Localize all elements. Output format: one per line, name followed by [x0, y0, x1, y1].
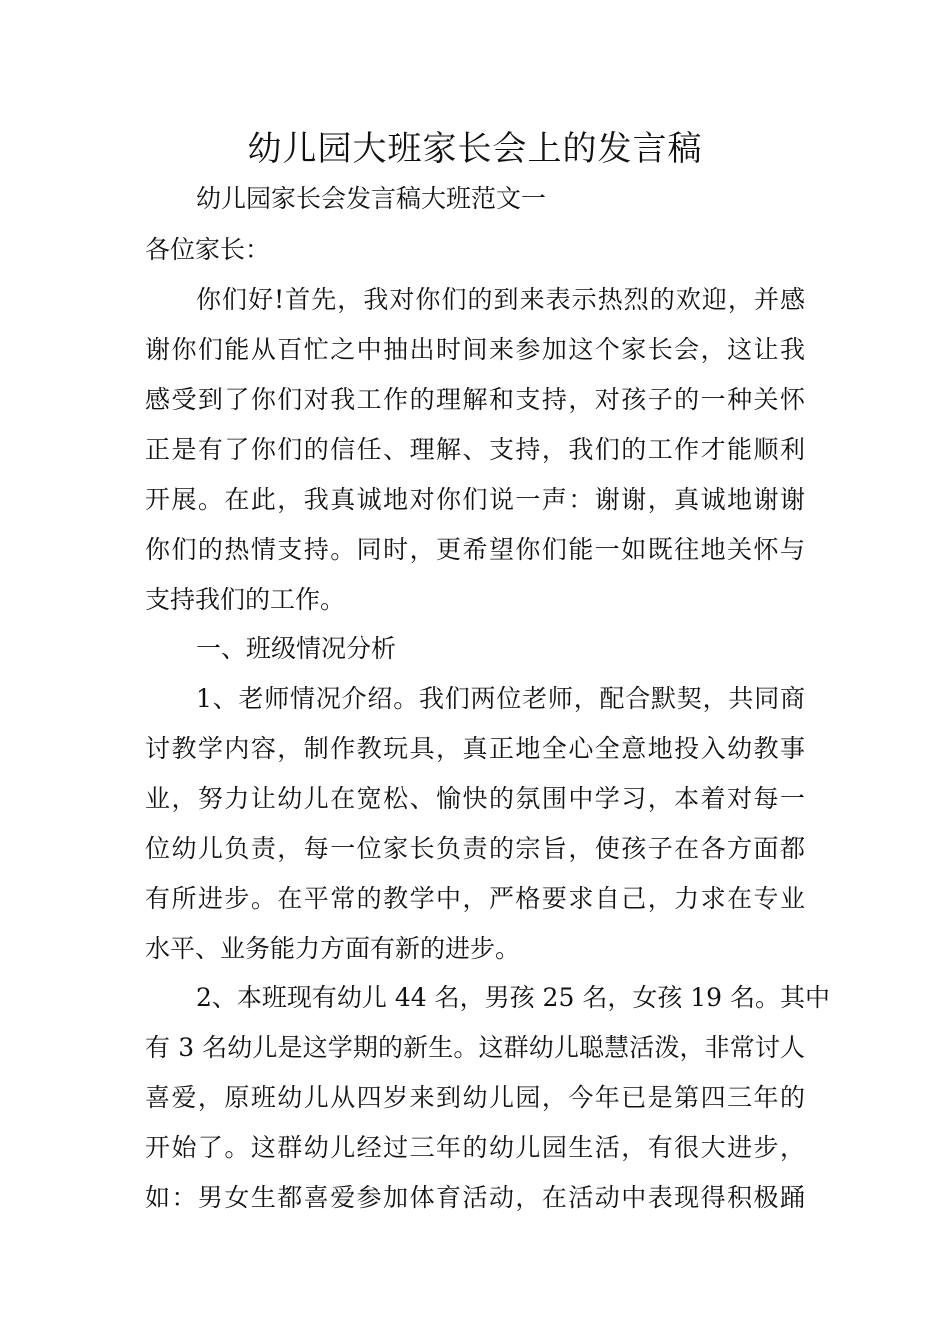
paragraph-line: 有 3 名幼儿是这学期的新生。这群幼儿聪慧活泼，非常讨人: [145, 1033, 805, 1062]
paragraph-line: 喜爱，原班幼儿从四岁来到幼儿园，今年已是第四三年的: [145, 1083, 805, 1112]
paragraph-line: 感受到了你们对我工作的理解和支持，对孩子的一种关怀: [145, 385, 805, 414]
salutation: 各位家长：: [145, 235, 271, 264]
paragraph-line: 讨教学内容，制作教玩具，真正地全心全意地投入幼教事: [145, 734, 805, 763]
paragraph-line: 谢你们能从百忙之中抽出时间来参加这个家长会，这让我: [145, 335, 805, 364]
document-title: 幼儿园大班家长会上的发言稿: [247, 129, 703, 169]
paragraph-line: 支持我们的工作。: [145, 585, 346, 614]
section-heading: 一、班级情况分析: [196, 634, 397, 663]
paragraph-line: 正是有了你们的信任、理解、支持，我们的工作才能顺利: [145, 435, 805, 464]
paragraph-line: 你们的热情支持。同时，更希望你们能一如既往地关怀与: [145, 535, 805, 564]
paragraph-line: 开始了。这群幼儿经过三年的幼儿园生活，有很大进步，: [145, 1133, 805, 1162]
paragraph-line: 1、老师情况介绍。我们两位老师，配合默契，共同商: [196, 684, 805, 713]
paragraph-line: 如：男女生都喜爱参加体育活动，在活动中表现得积极踊: [145, 1183, 805, 1212]
document-subtitle: 幼儿园家长会发言稿大班范文一: [196, 184, 547, 213]
paragraph-line: 你们好!首先，我对你们的到来表示热烈的欢迎，并感: [196, 285, 805, 314]
paragraph-line: 有所进步。在平常的教学中，严格要求自己，力求在专业: [145, 884, 805, 913]
paragraph-line: 2、本班现有幼儿 44 名，男孩 25 名，女孩 19 名。其中: [196, 983, 831, 1012]
paragraph-line: 开展。在此，我真诚地对你们说一声：谢谢，真诚地谢谢: [145, 485, 805, 514]
paragraph-line: 水平、业务能力方面有新的进步。: [145, 934, 521, 963]
paragraph-line: 位幼儿负责，每一位家长负责的宗旨，使孩子在各方面都: [145, 834, 805, 863]
paragraph-line: 业，努力让幼儿在宽松、愉快的氛围中学习，本着对每一: [145, 784, 805, 813]
